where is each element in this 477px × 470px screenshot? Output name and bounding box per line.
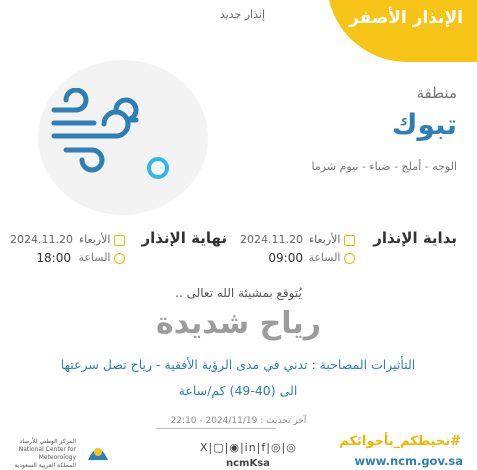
start-time-label [308, 251, 355, 264]
effects-line-2: الى (40-49) كم/ساعة [178, 383, 298, 398]
ncm-logo-icon [84, 438, 112, 464]
footer-divider [156, 428, 276, 429]
start-label: بداية الإنذار [373, 229, 457, 247]
effects-line-1: التأثيرات المصاحبة : تدني في مدى الرؤية الأفقية - رياح تصل سرعتها [60, 357, 416, 372]
start-time: 09:00 [268, 251, 303, 265]
clock-icon [114, 253, 125, 264]
start-date: 2024.11.20 [240, 233, 303, 246]
region-name: تبوك [391, 108, 457, 141]
new-warning-label: إنذار جديد [219, 8, 265, 21]
end-time-label [78, 251, 125, 264]
weather-event: رياح شديدة [156, 306, 321, 341]
wind-icon [46, 88, 176, 188]
end-day [79, 233, 125, 246]
region-areas: الوجه - أملج - ضباء - نيوم شرما [311, 160, 457, 173]
website-link[interactable]: www.ncm.gov.sa [354, 454, 463, 468]
logo-line-2: National Center for Meteorology [18, 446, 76, 461]
start-day-text: الأربعاء [308, 233, 341, 246]
calendar-icon [344, 235, 355, 246]
clock-icon [344, 253, 355, 264]
last-updated: آخر تحديث : 2024/11/19 - 22:10 [170, 416, 307, 426]
end-label: نهاية الإنذار [141, 229, 227, 247]
logo-line-1: المركز الوطني للأرصاد [19, 438, 76, 445]
logo-line-3: المملكة العربية السعودية [14, 462, 76, 469]
end-date: 2024.11.20 [10, 233, 73, 246]
social-media-icons[interactable]: X|▢|◉|in|f|◎|◎ [200, 441, 297, 454]
end-time-label-text: الساعة [78, 251, 111, 264]
hashtag: #نحيطكم_بأجوائكم [339, 434, 461, 449]
effects-text [23, 352, 453, 404]
calendar-icon [114, 235, 125, 246]
end-time: 18:00 [36, 251, 71, 265]
expectation-text: يُتوقع بمشيئة الله تعالى .. [175, 286, 302, 300]
start-time-label-text: الساعة [308, 251, 341, 264]
warning-level-title: الإنذار الأصفر [349, 8, 463, 28]
end-day-text: الأربعاء [78, 233, 111, 246]
region-label: منطقة [416, 84, 457, 102]
social-handle[interactable]: ncmKsa [226, 458, 270, 469]
start-day [309, 233, 355, 246]
ncm-logo-text [12, 438, 76, 470]
